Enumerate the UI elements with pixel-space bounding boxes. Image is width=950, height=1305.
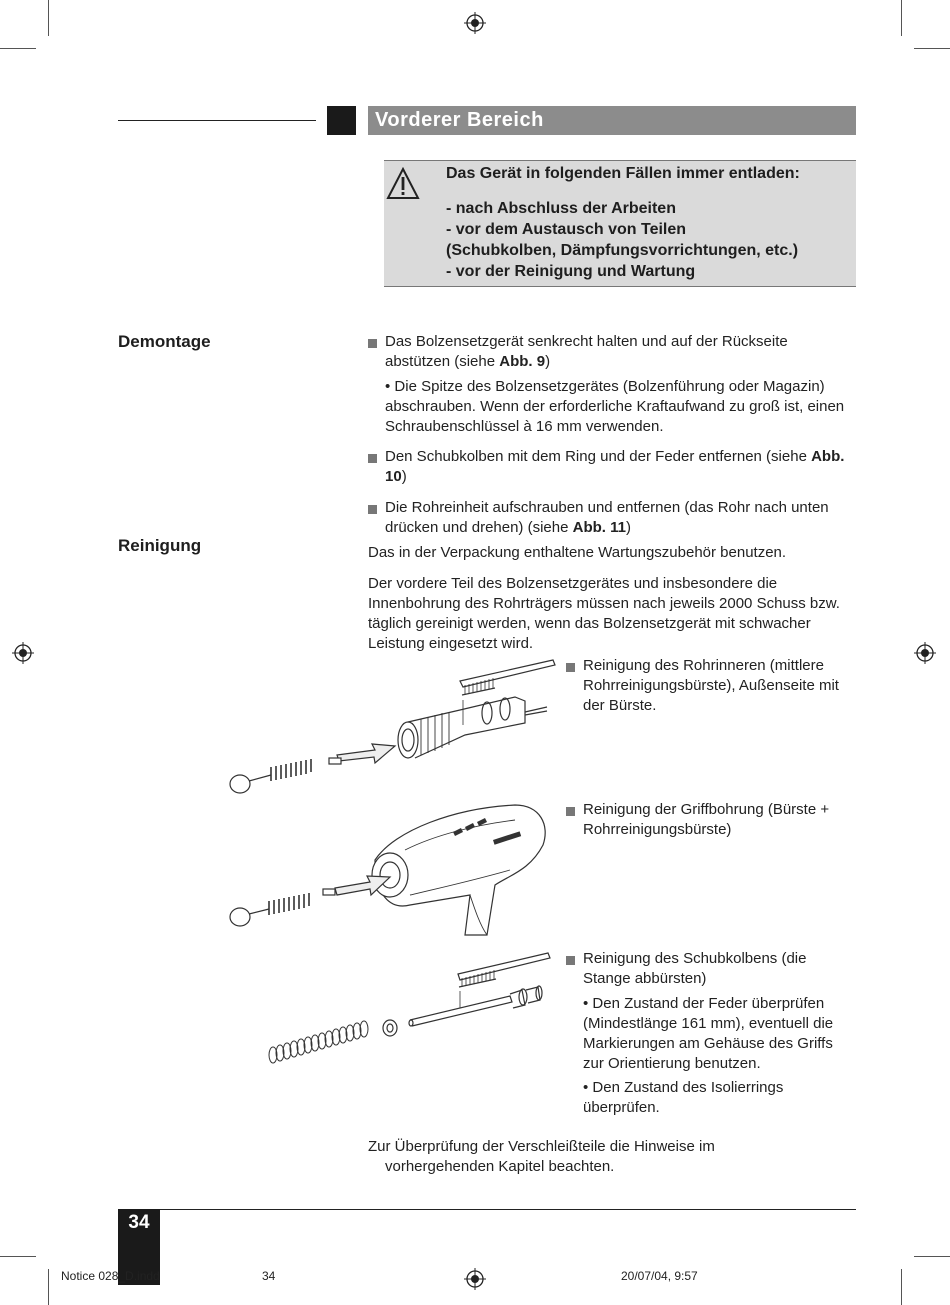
crop-mark: [901, 1269, 902, 1305]
page-number: 34: [118, 1209, 160, 1285]
warning-triangle-icon: [386, 167, 420, 201]
warning-heading: Das Gerät in folgenden Fällen immer entladen:: [446, 165, 800, 182]
step-text: ): [545, 353, 551, 370]
bullet-square: [566, 663, 575, 672]
step-text: ): [401, 468, 407, 485]
reinigung-item-3: Reinigung des Schubkolbens (die Stange abbürsten): [583, 950, 807, 987]
reinigung-paragraph: Der vordere Teil des Bolzensetzgerätes und insbesondere die Innenbohrung des Rohrträgers müssen nach jeweils 2000 Schuss bzw. täglich gereinigt werden, wenn das Bolzensetzgerät mit schwacher Leistung eingesetzt wird.: [368, 575, 840, 652]
registration-mark-icon: [12, 642, 34, 664]
footer-rule: [118, 1209, 856, 1210]
crop-mark: [914, 48, 950, 49]
slug-timestamp: 20/07/04, 9:57: [621, 1269, 698, 1283]
warning-item: - vor dem Austausch von Teilen: [446, 221, 687, 238]
slug-filename: Notice 028_D.indd: [61, 1269, 160, 1283]
crop-mark: [914, 1256, 950, 1257]
warning-text: [446, 163, 851, 282]
warning-item: - vor der Reinigung und Wartung: [446, 263, 696, 280]
figure-ref: Abb. 9: [499, 353, 546, 370]
header-rule: [118, 120, 316, 121]
warning-item: (Schubkolben, Dämpfungsvorrichtungen, etc.): [446, 242, 799, 259]
crop-mark: [0, 48, 36, 49]
reinigung-item-3-sub-1: • Den Zustand der Feder überprüfen (Mindestlänge 161 mm), eventuell die Markierungen am Gehäuse des Griffs zur Orientierung benutzen.: [583, 995, 834, 1072]
demontage-step-2: [385, 447, 855, 487]
section-title: Vorderer Bereich: [368, 106, 856, 135]
piston-cleaning-illustration: [260, 950, 560, 1070]
registration-mark-icon: [464, 1268, 486, 1290]
step-text: Die Rohreinheit aufschrauben und entfernen (das Rohr nach unten drücken und drehen) (siehe: [385, 499, 829, 536]
warning-item: - nach Abschluss der Arbeiten: [446, 200, 676, 217]
registration-mark-icon: [464, 12, 486, 34]
reinigung-heading: Reinigung: [118, 536, 202, 555]
bullet-square: [368, 454, 377, 463]
step-text: ): [625, 519, 631, 536]
demontage-step-3: [385, 498, 855, 538]
reinigung-item-1: Reinigung des Rohrinneren (mittlere Rohrreinigungsbürste), Außenseite mit der Bürste.: [583, 657, 839, 714]
tube-cleaning-illustration: [225, 655, 565, 800]
reinigung-item-3-sub-2: • Den Zustand des Isolierrings überprüfen.: [583, 1079, 784, 1116]
crop-mark: [901, 0, 902, 36]
bullet-square: [566, 956, 575, 965]
reinigung-item-2: Reinigung der Griffbohrung (Bürste + Rohrreinigungsbürste): [583, 801, 830, 838]
figure-ref: Abb. 11: [572, 519, 626, 536]
closing-note: Zur Überprüfung der Verschleißteile die Hinweise im vorhergehenden Kapitel beachten.: [368, 1138, 715, 1175]
slug-page: 34: [262, 1269, 276, 1283]
reinigung-intro: Das in der Verpackung enthaltene Wartungszubehör benutzen.: [368, 544, 787, 561]
header-square: [327, 106, 356, 135]
grip-cleaning-illustration: [225, 800, 555, 938]
bullet-square: [566, 807, 575, 816]
demontage-heading: Demontage: [118, 332, 211, 351]
crop-mark: [48, 1269, 49, 1305]
bullet-square: [368, 505, 377, 514]
crop-mark: [48, 0, 49, 36]
crop-mark: [0, 1256, 36, 1257]
step-text: Das Bolzensetzgerät senkrecht halten und auf der Rückseite abstützen (siehe: [385, 333, 788, 370]
bullet-square: [368, 339, 377, 348]
registration-mark-icon: [914, 642, 936, 664]
step-text: Den Schubkolben mit dem Ring und der Feder entfernen (siehe: [385, 448, 812, 465]
demontage-step-1-sub: • Die Spitze des Bolzensetzgerätes (Bolzenführung oder Magazin) abschrauben. Wenn der erforderliche Kraftaufwand zu groß ist, einen Schraubenschlüssel à 16 mm verwenden.: [385, 378, 845, 435]
demontage-step-1: [385, 332, 855, 372]
figure-ref: Abb. 10: [385, 448, 845, 485]
